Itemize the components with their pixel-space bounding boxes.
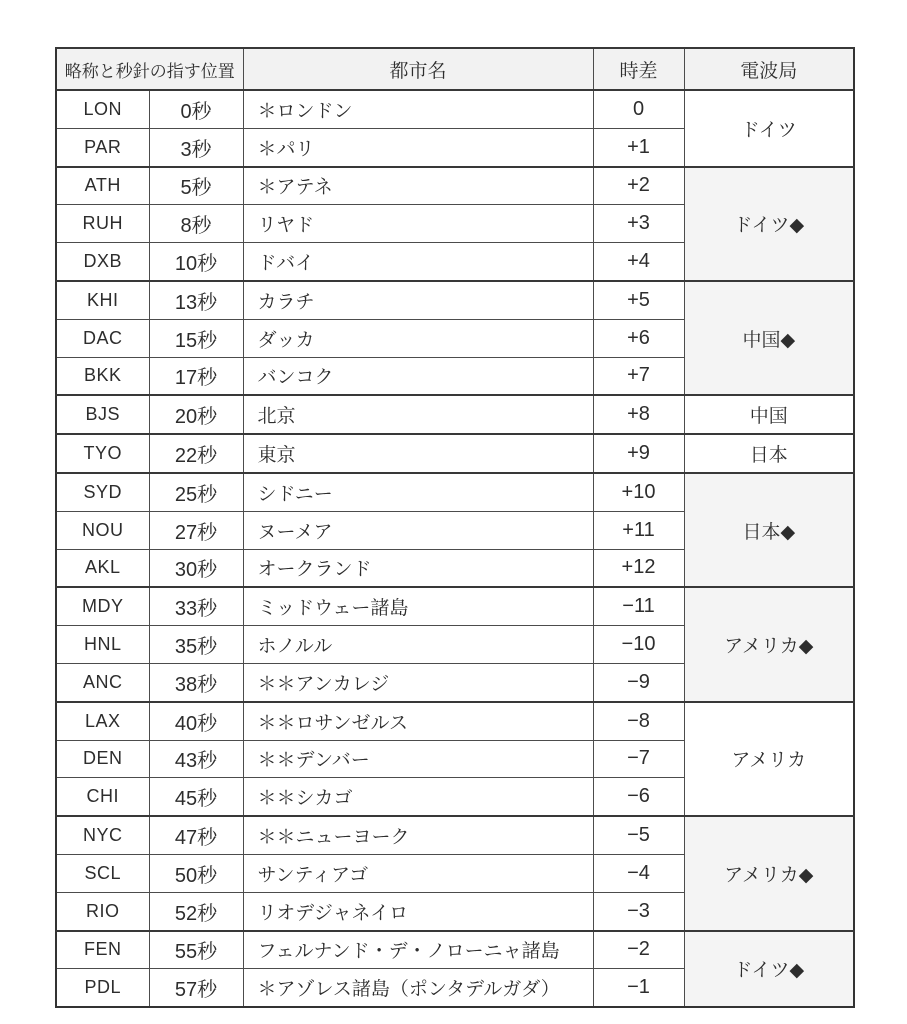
city-name: ダッカ bbox=[243, 319, 593, 357]
city-code: DEN bbox=[56, 740, 149, 778]
second-position: 15秒 bbox=[149, 319, 243, 357]
city-code: BKK bbox=[56, 357, 149, 395]
time-offset: +1 bbox=[593, 128, 684, 166]
city-name: ＊パリ bbox=[243, 128, 593, 166]
time-offset: +5 bbox=[593, 281, 684, 319]
city-name: 東京 bbox=[243, 434, 593, 473]
city-name: リヤド bbox=[243, 205, 593, 243]
table-row bbox=[56, 473, 854, 511]
time-offset: −1 bbox=[593, 969, 684, 1007]
city-name: ヌーメア bbox=[243, 511, 593, 549]
radio-station: 中国◆ bbox=[684, 281, 854, 395]
city-code: RIO bbox=[56, 892, 149, 930]
timezone-table-container bbox=[55, 47, 855, 1008]
city-code: SCL bbox=[56, 854, 149, 892]
second-position: 3秒 bbox=[149, 128, 243, 166]
time-offset: −8 bbox=[593, 702, 684, 740]
city-name: ホノルル bbox=[243, 626, 593, 664]
city-code: AKL bbox=[56, 549, 149, 587]
time-offset: +9 bbox=[593, 434, 684, 473]
time-offset: −4 bbox=[593, 854, 684, 892]
city-name: カラチ bbox=[243, 281, 593, 319]
table-row bbox=[56, 281, 854, 319]
city-name: 北京 bbox=[243, 395, 593, 434]
second-position: 13秒 bbox=[149, 281, 243, 319]
radio-station: ドイツ bbox=[684, 90, 854, 167]
time-offset: +10 bbox=[593, 473, 684, 511]
city-name: フェルナンド・デ・ノローニャ諸島 bbox=[243, 931, 593, 969]
city-code: ANC bbox=[56, 663, 149, 701]
city-name: シドニー bbox=[243, 473, 593, 511]
table-row bbox=[56, 587, 854, 625]
second-position: 22秒 bbox=[149, 434, 243, 473]
city-name: ＊アゾレス諸島（ポンタデルガダ） bbox=[243, 969, 593, 1007]
city-code: BJS bbox=[56, 395, 149, 434]
time-offset: +6 bbox=[593, 319, 684, 357]
city-name: ドバイ bbox=[243, 243, 593, 281]
radio-station: 日本 bbox=[684, 434, 854, 473]
radio-station: 日本◆ bbox=[684, 473, 854, 587]
second-position: 52秒 bbox=[149, 892, 243, 930]
city-code: LON bbox=[56, 90, 149, 128]
second-position: 8秒 bbox=[149, 205, 243, 243]
city-code: KHI bbox=[56, 281, 149, 319]
city-name: ＊＊ロサンゼルス bbox=[243, 702, 593, 740]
second-position: 33秒 bbox=[149, 587, 243, 625]
radio-station: アメリカ bbox=[684, 702, 854, 816]
radio-station: ドイツ◆ bbox=[684, 931, 854, 1008]
second-position: 17秒 bbox=[149, 357, 243, 395]
time-offset: −9 bbox=[593, 663, 684, 701]
city-code: ATH bbox=[56, 167, 149, 205]
time-offset: 0 bbox=[593, 90, 684, 128]
header-city-name: 都市名 bbox=[243, 48, 593, 90]
time-offset: +12 bbox=[593, 549, 684, 587]
city-code: RUH bbox=[56, 205, 149, 243]
time-offset: −2 bbox=[593, 931, 684, 969]
second-position: 30秒 bbox=[149, 549, 243, 587]
header-radio-station: 電波局 bbox=[684, 48, 854, 90]
radio-station: アメリカ◆ bbox=[684, 816, 854, 930]
city-code: NYC bbox=[56, 816, 149, 854]
time-offset: −10 bbox=[593, 626, 684, 664]
city-code: CHI bbox=[56, 778, 149, 816]
city-name: ＊アテネ bbox=[243, 167, 593, 205]
second-position: 35秒 bbox=[149, 626, 243, 664]
second-position: 38秒 bbox=[149, 663, 243, 701]
time-offset: +3 bbox=[593, 205, 684, 243]
city-name: バンコク bbox=[243, 357, 593, 395]
table-row bbox=[56, 931, 854, 969]
radio-station: ドイツ◆ bbox=[684, 167, 854, 281]
city-name: ＊＊ニューヨーク bbox=[243, 816, 593, 854]
city-name: リオデジャネイロ bbox=[243, 892, 593, 930]
city-name: ミッドウェー諸島 bbox=[243, 587, 593, 625]
city-code: TYO bbox=[56, 434, 149, 473]
second-position: 20秒 bbox=[149, 395, 243, 434]
header-row bbox=[56, 48, 854, 90]
time-offset: +8 bbox=[593, 395, 684, 434]
time-offset: +4 bbox=[593, 243, 684, 281]
city-code: DXB bbox=[56, 243, 149, 281]
second-position: 25秒 bbox=[149, 473, 243, 511]
second-position: 50秒 bbox=[149, 854, 243, 892]
second-position: 55秒 bbox=[149, 931, 243, 969]
radio-station: 中国 bbox=[684, 395, 854, 434]
city-name: ＊＊シカゴ bbox=[243, 778, 593, 816]
time-offset: −11 bbox=[593, 587, 684, 625]
city-name: サンティアゴ bbox=[243, 854, 593, 892]
city-code: FEN bbox=[56, 931, 149, 969]
city-code: PDL bbox=[56, 969, 149, 1007]
table-row bbox=[56, 167, 854, 205]
second-position: 0秒 bbox=[149, 90, 243, 128]
second-position: 27秒 bbox=[149, 511, 243, 549]
table-row bbox=[56, 395, 854, 434]
time-offset: +11 bbox=[593, 511, 684, 549]
city-name: ＊ロンドン bbox=[243, 90, 593, 128]
timezone-table bbox=[55, 47, 855, 1008]
city-name: オークランド bbox=[243, 549, 593, 587]
second-position: 10秒 bbox=[149, 243, 243, 281]
second-position: 43秒 bbox=[149, 740, 243, 778]
second-position: 47秒 bbox=[149, 816, 243, 854]
second-position: 57秒 bbox=[149, 969, 243, 1007]
city-name: ＊＊アンカレジ bbox=[243, 663, 593, 701]
table-row bbox=[56, 816, 854, 854]
time-offset: −5 bbox=[593, 816, 684, 854]
second-position: 40秒 bbox=[149, 702, 243, 740]
table-row bbox=[56, 702, 854, 740]
second-position: 5秒 bbox=[149, 167, 243, 205]
city-code: LAX bbox=[56, 702, 149, 740]
time-offset: +7 bbox=[593, 357, 684, 395]
city-code: NOU bbox=[56, 511, 149, 549]
second-position: 45秒 bbox=[149, 778, 243, 816]
city-code: DAC bbox=[56, 319, 149, 357]
time-offset: +2 bbox=[593, 167, 684, 205]
header-time-offset: 時差 bbox=[593, 48, 684, 90]
city-name: ＊＊デンバー bbox=[243, 740, 593, 778]
time-offset: −7 bbox=[593, 740, 684, 778]
radio-station: アメリカ◆ bbox=[684, 587, 854, 701]
table-row bbox=[56, 434, 854, 473]
city-code: SYD bbox=[56, 473, 149, 511]
city-code: MDY bbox=[56, 587, 149, 625]
header-abbr-position: 略称と秒針の指す位置 bbox=[56, 48, 243, 90]
table-row bbox=[56, 90, 854, 128]
city-code: PAR bbox=[56, 128, 149, 166]
city-code: HNL bbox=[56, 626, 149, 664]
time-offset: −6 bbox=[593, 778, 684, 816]
time-offset: −3 bbox=[593, 892, 684, 930]
